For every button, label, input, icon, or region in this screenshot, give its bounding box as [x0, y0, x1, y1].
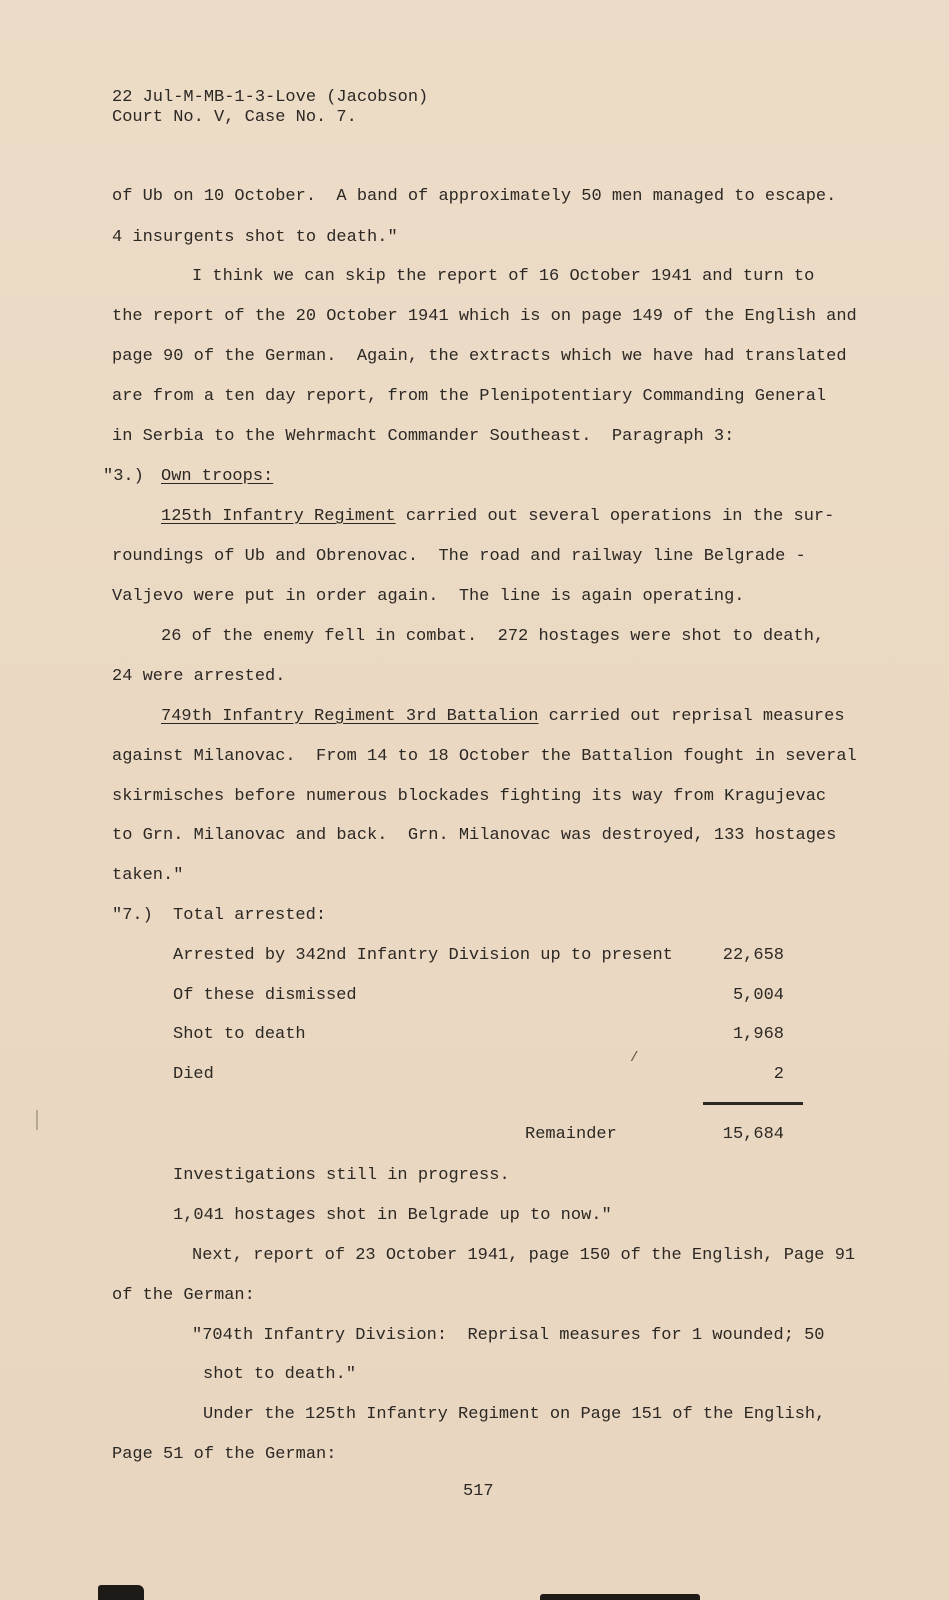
body-line: skirmisches before numerous blockades fighting its way from Kragujevac [112, 787, 827, 806]
body-line: are from a ten day report, from the Plenipotentiary Commanding General [112, 387, 827, 406]
body-text: carried out several operations in the sur- [395, 507, 835, 526]
table-row-value: 1,968 [732, 1025, 784, 1044]
table-row-label: Of these dismissed [173, 986, 357, 1005]
body-line [161, 507, 834, 527]
body-text: carried out reprisal measures [538, 707, 845, 726]
body-line: the report of the 20 October 1941 which is on page 149 of the English and [112, 307, 857, 326]
body-line: of Ub on 10 October. A band of approximately 50 men managed to escape. [112, 187, 837, 206]
page-number: 517 [463, 1482, 494, 1501]
body-line: Page 51 of the German: [112, 1445, 337, 1464]
table-row-label: Shot to death [173, 1025, 306, 1044]
header-court-line: Court No. V, Case No. 7. [112, 108, 357, 127]
body-line: in Serbia to the Wehrmacht Commander Southeast. Paragraph 3: [112, 427, 735, 446]
regiment-heading: 749th Infantry Regiment 3rd Battalion [161, 707, 539, 726]
regiment-heading: 125th Infantry Regiment [161, 507, 396, 526]
body-line [161, 707, 845, 727]
body-line: Valjevo were put in order again. The line is again operating. [112, 587, 745, 606]
body-line: to Grn. Milanovac and back. Grn. Milanovac was destroyed, 133 hostages [112, 826, 837, 845]
body-line: Next, report of 23 October 1941, page 150 of the English, Page 91 [192, 1246, 856, 1265]
remainder-label: Remainder [525, 1125, 617, 1144]
section-title: Total arrested: [173, 906, 327, 925]
stray-mark: / [630, 1050, 639, 1066]
body-line: Under the 125th Infantry Regiment on Page 151 of the English, [203, 1405, 826, 1424]
body-line: taken." [112, 866, 184, 885]
table-row-label: Arrested by 342nd Infantry Division up to present [173, 946, 673, 965]
table-row-label: Died [173, 1065, 214, 1084]
body-line: 4 insurgents shot to death." [112, 228, 398, 247]
section-number: "3.) [103, 467, 144, 486]
scan-artifact [36, 1110, 38, 1130]
remainder-value: 15,684 [722, 1125, 784, 1144]
body-line: I think we can skip the report of 16 October 1941 and turn to [192, 267, 815, 286]
quote-line: "704th Infantry Division: Reprisal measures for 1 wounded; 50 [192, 1326, 825, 1345]
scan-artifact [540, 1594, 700, 1600]
section-number: "7.) [112, 906, 153, 925]
body-line: of the German: [112, 1286, 255, 1305]
body-line: roundings of Ub and Obrenovac. The road and railway line Belgrade - [112, 547, 806, 566]
body-line: page 90 of the German. Again, the extracts which we have had translated [112, 347, 847, 366]
sum-rule [703, 1102, 803, 1105]
body-line: against Milanovac. From 14 to 18 October the Battalion fought in several [112, 747, 857, 766]
body-line: 24 were arrested. [112, 667, 286, 686]
header-case-line: 22 Jul-M-MB-1-3-Love (Jacobson) [112, 88, 429, 107]
scan-artifact [98, 1585, 144, 1600]
body-line: Investigations still in progress. [173, 1166, 510, 1185]
table-row-value: 22,658 [722, 946, 784, 965]
body-line: 1,041 hostages shot in Belgrade up to now." [173, 1206, 612, 1225]
body-line: 26 of the enemy fell in combat. 272 hostages were shot to death, [161, 627, 825, 646]
section-title: Own troops: [161, 467, 274, 486]
quote-line: shot to death." [203, 1365, 357, 1384]
table-row-value: 2 [773, 1065, 784, 1084]
table-row-value: 5,004 [732, 986, 784, 1005]
